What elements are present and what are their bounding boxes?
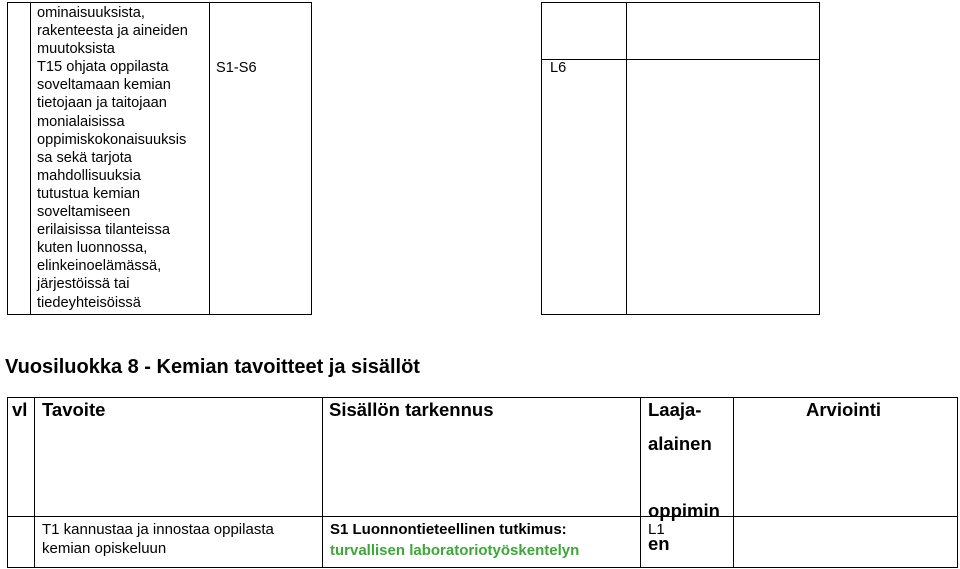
row-tavoite: T1 kannustaa ja innostaa oppilasta kemian opiskeluun <box>42 521 274 557</box>
competence-cell: L6 <box>550 60 567 76</box>
objective-cell-text: ominaisuuksista, rakenteesta ja aineiden muutoksista T15 ohjata oppilasta soveltamaan kemian tietojaan ja taitojaan monialaisissa oppimiskokonaisuuksis sa sekä tarjota mahdollisuuksia tutustua kemian soveltamiseen erilaisissa tilanteissa kuten luonnossa, elinkeinoelämässä, järjestöissä tai tiedeyhteisöissä <box>37 5 188 311</box>
content-areas-cell: S1-S6 <box>216 60 257 76</box>
header-sisallon-tarkennus: Sisällön tarkennus <box>329 399 494 420</box>
header-tavoite: Tavoite <box>42 399 106 420</box>
section-heading: Vuosiluokka 8 - Kemian tavoitteet ja sisällöt <box>5 356 420 378</box>
row-sisalto-detail: turvallisen laboratoriotyöskentelyn <box>330 542 580 559</box>
header-arviointi: Arviointi <box>806 399 882 420</box>
row-sisalto-title: S1 Luonnontieteellinen tutkimus: <box>330 521 567 538</box>
row-laaja-alainen: L1 <box>648 521 665 538</box>
header-vl: vl <box>12 399 28 420</box>
header-laaja-alainen: Laaja- alainen oppimin en <box>648 399 720 555</box>
